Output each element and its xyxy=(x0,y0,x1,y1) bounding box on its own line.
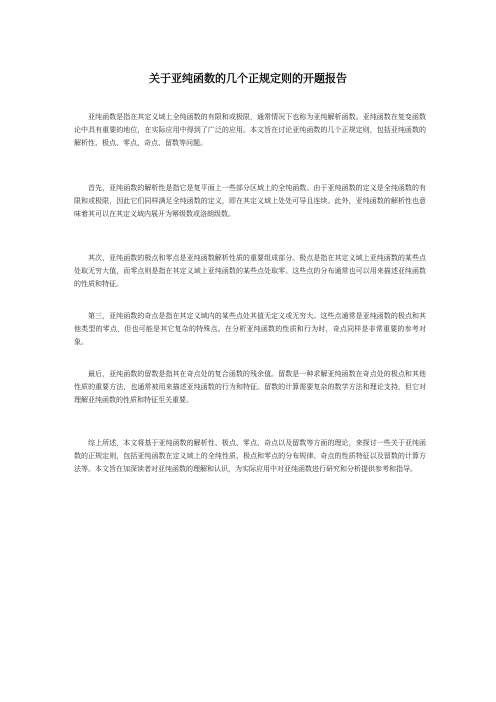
paragraph-conclusion: 综上所述，本文将基于亚纯函数的解析性、极点、零点、奇点以及留数等方面的理论，来探讨一些关于亚纯函数的正规定则，包括亚纯函数在定义域上的全纯性质、极点和零点的分布规律、奇点的性质特征以及留数的计算方法等。本文旨在加深读者对亚纯函数的理解和认识，为实际应用中对亚纯函数进行研究和分析提供参考和指导。 xyxy=(74,439,426,473)
paragraph-analyticity: 首先，亚纯函数的解析性是指它是复平面上一些部分区域上的全纯函数。由于亚纯函数的定义是全纯函数的有限和或极限，因此它们同样满足全纯函数的定义，即在其定义域上处处可导且连续。此外，亚纯函数的解析性也意味着其可以在其定义域内展开为幂级数或洛朗级数。 xyxy=(74,184,426,218)
paragraph-poles-zeros: 其次，亚纯函数的极点和零点是亚纯函数解析性质的重要组成部分。极点是指在其定义域上亚纯函数的某些点处取无穷大值，而零点则是指在其定义域上亚纯函数的某些点处取零。这些点的分布通常也可以用来描述亚纯函数的性质和特征。 xyxy=(74,254,426,288)
paragraph-singularities: 第三，亚纯函数的奇点是指在其定义域内的某些点处其值无定义或无穷大。这些点通常是亚纯函数的极点和其他类型的零点，但也可能是其它复杂的特殊点。在分析亚纯函数的性质和行为时，奇点同样是非常重要的参考对象。 xyxy=(74,312,426,346)
paragraph-residues: 最后，亚纯函数的留数是指其在奇点处的复合函数的残余值。留数是一种求解亚纯函数在奇点处的极点和其他性质的重要方法，也通常被用来描述亚纯函数的行为和特征。留数的计算需要复杂的数学方法和理论支持，但它对理解亚纯函数的性质和特征至关重要。 xyxy=(74,370,426,404)
paragraph-intro: 亚纯函数是指在其定义域上全纯函数的有限和或极限，通常情况下也称为亚纯解析函数。亚纯函数在复变函数论中具有重要的地位，在实际应用中得到了广泛的应用。本文旨在讨论亚纯函数的几个正规定则，包括亚纯函数的解析性、极点、零点、奇点、留数等问题。 xyxy=(74,113,426,147)
document-title: 关于亚纯函数的几个正规定则的开题报告 xyxy=(149,72,347,85)
